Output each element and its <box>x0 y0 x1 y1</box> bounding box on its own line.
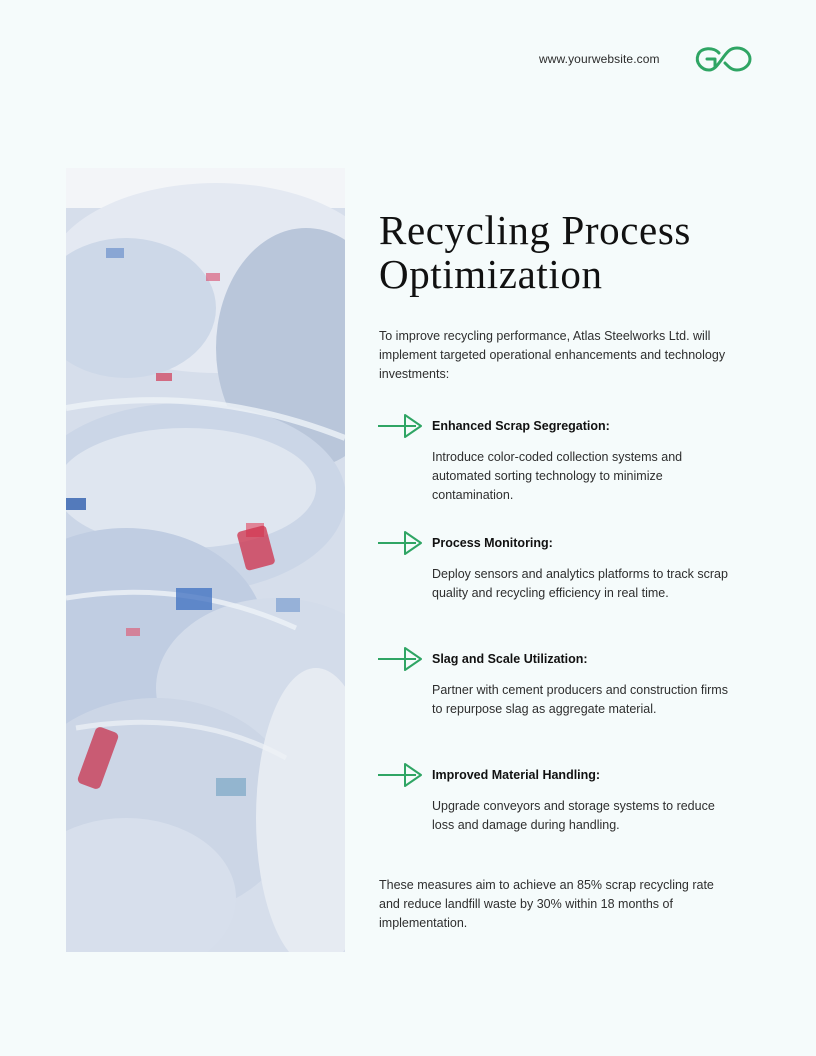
list-item-description: Partner with cement producers and construction firms to repurpose slag as aggregate material. <box>432 683 728 716</box>
list-item-title: Process Monitoring: <box>432 536 553 550</box>
arrow-right-icon <box>378 413 424 439</box>
page-title-line-2: Optimization <box>379 251 603 297</box>
closing-paragraph: These measures aim to achieve an 85% scrap recycling rate and reduce landfill waste by 30% within 18 months of implementation. <box>379 878 714 930</box>
list-item-title: Improved Material Handling: <box>432 768 601 782</box>
list-item-description: Upgrade conveyors and storage systems to reduce loss and damage during handling. <box>432 799 715 832</box>
list-item-title: Enhanced Scrap Segregation: <box>432 419 610 433</box>
page-title <box>379 208 779 296</box>
arrow-right-icon <box>378 530 424 556</box>
list-item-title: Slag and Scale Utilization: <box>432 652 588 666</box>
website-url[interactable]: www.yourwebsite.com <box>539 52 660 66</box>
list-item-description: Introduce color-coded collection systems and automated sorting technology to minimize contamination. <box>432 450 683 502</box>
arrow-right-icon <box>378 762 424 788</box>
page-title-line-1: Recycling Process <box>379 207 691 253</box>
recycled-plastic-bags-photo <box>66 168 345 952</box>
intro-paragraph: To improve recycling performance, Atlas Steelworks Ltd. will implement targeted operational enhancements and technology investments: <box>379 329 726 381</box>
list-item-description: Deploy sensors and analytics platforms to track scrap quality and recycling efficiency in real time. <box>432 567 728 600</box>
arrow-right-icon <box>378 646 424 672</box>
infinity-arrow-logo-icon <box>692 44 754 74</box>
